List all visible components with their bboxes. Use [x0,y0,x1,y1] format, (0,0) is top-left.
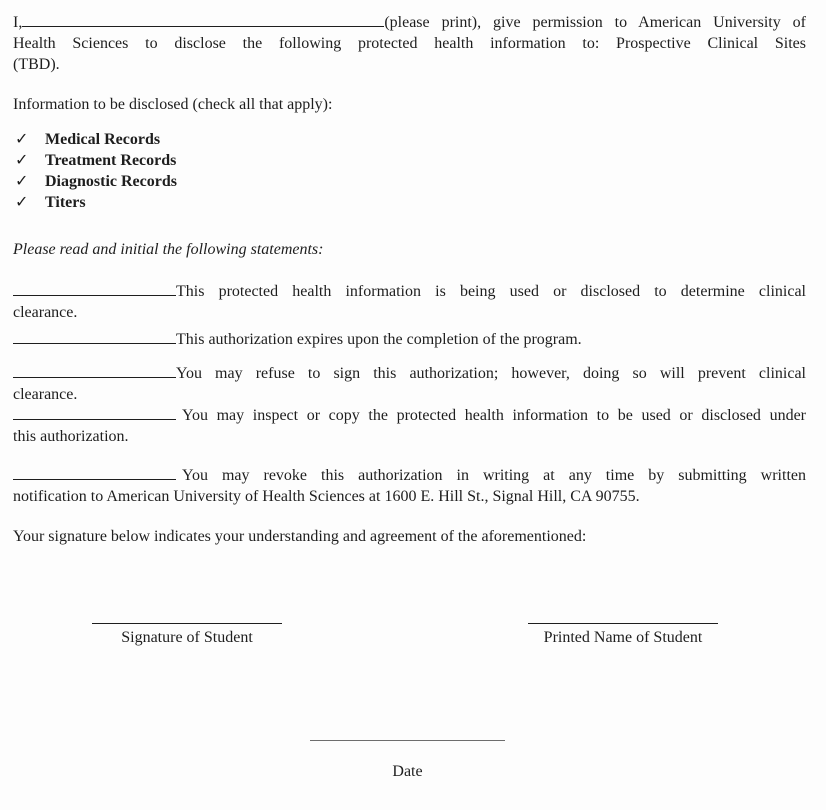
checkmark-icon: ✓ [15,173,29,190]
disclosure-checklist [13,129,806,213]
signature-block [92,623,282,648]
initial-fill-line[interactable] [13,405,176,420]
name-fill-line[interactable] [22,12,384,27]
date-label: Date [392,763,423,780]
printed-name-block [528,623,718,648]
printed-name-label: Printed Name of Student [543,629,703,646]
statement-clinical-clearance [13,281,806,323]
checklist-item-label: Treatment Records [45,152,177,169]
intro-line-3: (TBD). [13,56,60,73]
signature-row [13,623,806,648]
initial-fill-line[interactable] [13,281,176,296]
initial-fill-line[interactable] [13,465,176,480]
checklist-item-label: Medical Records [45,131,161,148]
statement-line [13,465,806,486]
initial-fill-line[interactable] [13,329,176,344]
statement-text-continued: this authorization. [13,428,129,445]
statement-text: You may inspect or copy the protected health information to be used or disclosed under [182,407,806,424]
checklist-item-medical-records [13,129,806,150]
statement-text-continued: notification to American University of Health Sciences at 1600 E. Hill St., Signal Hill, CA 90755. [13,488,640,505]
statement-line [13,363,806,384]
intro-line-1 [13,12,806,33]
statement-inspect-or-copy [13,405,806,447]
checklist-item-titers [13,192,806,213]
date-block [310,740,505,782]
checklist-item-label: Diagnostic Records [45,173,177,190]
statement-text: You may revoke this authorization in writing at any time by submitting written [182,467,806,484]
disclosure-heading: Information to be disclosed (check all that apply): [13,96,333,113]
checklist-item-treatment-records [13,150,806,171]
statement-text: This authorization expires upon the completion of the program. [176,331,582,348]
intro-prefix: I, [13,14,23,31]
statement-text: This protected health information is being used or disclosed to determine clinical [176,283,806,300]
checkmark-icon: ✓ [15,194,29,211]
statement-line [13,405,806,426]
checklist-item-diagnostic-records [13,171,806,192]
statement-text-continued: clearance. [13,386,78,403]
statement-text-continued: clearance. [13,304,78,321]
initial-fill-line[interactable] [13,363,176,378]
signature-label: Signature of Student [121,629,253,646]
initials-instruction: Please read and initial the following statements: [13,241,324,258]
statement-refuse-to-sign [13,363,806,405]
statement-line [13,281,806,302]
intro-line-2: Health Sciences to disclose the following protected health information to: Prospective Clinical Sites [13,35,806,52]
checkmark-icon: ✓ [15,152,29,169]
intro-paragraph [13,12,806,75]
checklist-item-label: Titers [45,194,86,211]
agreement-statement: Your signature below indicates your understanding and agreement of the aforementioned: [13,528,587,545]
statement-revoke-authorization [13,465,806,507]
intro-line-1-text: (please print), give permission to American University of [384,14,806,31]
statement-text: You may refuse to sign this authorization; however, doing so will prevent clinical [176,365,806,382]
statement-line [13,329,806,350]
statement-authorization-expires [13,329,806,350]
checkmark-icon: ✓ [15,131,29,148]
